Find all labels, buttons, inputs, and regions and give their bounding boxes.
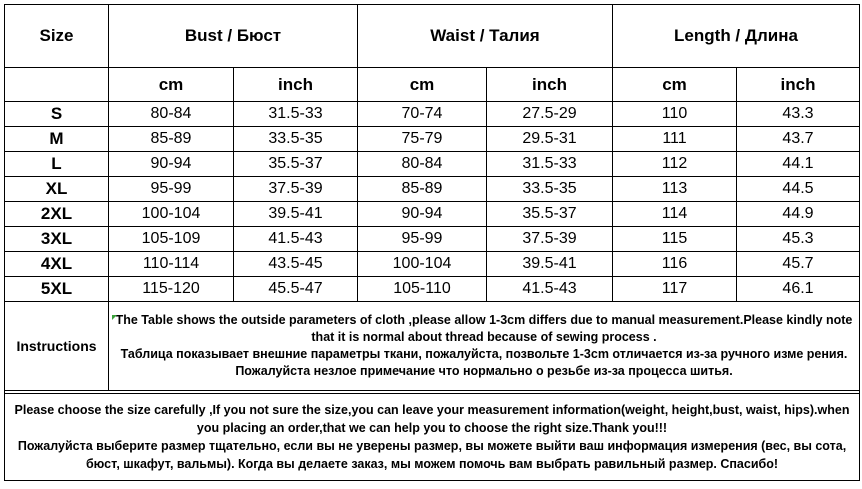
waist-inch-cell: 29.5-31 — [487, 127, 613, 152]
bust-cm-cell: 105-109 — [109, 227, 234, 252]
unit-label: cm — [109, 68, 234, 102]
size-cell: L — [5, 152, 109, 177]
waist-cm-cell: 95-99 — [358, 227, 487, 252]
bust-cm-cell: 100-104 — [109, 202, 234, 227]
bust-inch-cell: 41.5-43 — [234, 227, 358, 252]
length-inch-cell: 44.1 — [737, 152, 860, 177]
length-inch-cell: 44.9 — [737, 202, 860, 227]
size-table — [4, 4, 860, 481]
corner-mark-icon — [112, 315, 117, 320]
instructions-label: Instructions — [5, 302, 109, 391]
table-row — [5, 252, 860, 277]
waist-inch-cell: 39.5-41 — [487, 252, 613, 277]
waist-inch-cell: 41.5-43 — [487, 277, 613, 302]
notice-cell — [5, 394, 860, 481]
bust-cm-cell: 90-94 — [109, 152, 234, 177]
unit-label: inch — [487, 68, 613, 102]
unit-row — [5, 68, 860, 102]
size-cell: 2XL — [5, 202, 109, 227]
length-inch-cell: 44.5 — [737, 177, 860, 202]
length-header: Length / Длина — [613, 5, 860, 68]
table-row — [5, 277, 860, 302]
table-row — [5, 227, 860, 252]
size-cell: S — [5, 102, 109, 127]
size-cell: 4XL — [5, 252, 109, 277]
waist-cm-cell: 85-89 — [358, 177, 487, 202]
waist-inch-cell: 37.5-39 — [487, 227, 613, 252]
waist-inch-cell: 31.5-33 — [487, 152, 613, 177]
table-row — [5, 152, 860, 177]
waist-header: Waist / Талия — [358, 5, 613, 68]
table-row — [5, 177, 860, 202]
length-cm-cell: 110 — [613, 102, 737, 127]
instructions-row — [5, 302, 860, 391]
waist-cm-cell: 75-79 — [358, 127, 487, 152]
length-inch-cell: 43.3 — [737, 102, 860, 127]
bust-inch-cell: 33.5-35 — [234, 127, 358, 152]
unit-label: inch — [737, 68, 860, 102]
unit-label: cm — [358, 68, 487, 102]
unit-label: inch — [234, 68, 358, 102]
unit-label: cm — [613, 68, 737, 102]
bust-inch-cell: 43.5-45 — [234, 252, 358, 277]
size-cell: 3XL — [5, 227, 109, 252]
length-cm-cell: 112 — [613, 152, 737, 177]
length-inch-cell: 45.3 — [737, 227, 860, 252]
length-cm-cell: 113 — [613, 177, 737, 202]
waist-inch-cell: 35.5-37 — [487, 202, 613, 227]
bust-inch-cell: 35.5-37 — [234, 152, 358, 177]
instructions-text — [109, 302, 860, 391]
length-inch-cell: 46.1 — [737, 277, 860, 302]
bust-cm-cell: 85-89 — [109, 127, 234, 152]
bust-inch-cell: 31.5-33 — [234, 102, 358, 127]
bust-cm-cell: 80-84 — [109, 102, 234, 127]
bust-cm-cell: 110-114 — [109, 252, 234, 277]
length-cm-cell: 111 — [613, 127, 737, 152]
length-inch-cell: 45.7 — [737, 252, 860, 277]
table-row — [5, 127, 860, 152]
notice-row — [5, 394, 860, 481]
waist-cm-cell: 100-104 — [358, 252, 487, 277]
bust-header: Bust / Бюст — [109, 5, 358, 68]
length-cm-cell: 116 — [613, 252, 737, 277]
size-chart — [4, 4, 859, 487]
size-header: Size — [5, 5, 109, 68]
unit-spacer — [5, 68, 109, 102]
waist-cm-cell: 70-74 — [358, 102, 487, 127]
notice-russian: Пожалуйста выберите размер тщательно, если вы не уверены размер, вы можете выйти ваш информация измерения (вес, вы сота, бюст, шкафут, вальмы). Когда вы делаете заказ, мы можем помочь вам выбрать равильный размер. Спасибо! — [17, 439, 847, 471]
waist-cm-cell: 90-94 — [358, 202, 487, 227]
waist-inch-cell: 27.5-29 — [487, 102, 613, 127]
length-cm-cell: 114 — [613, 202, 737, 227]
bust-cm-cell: 95-99 — [109, 177, 234, 202]
size-cell: 5XL — [5, 277, 109, 302]
size-cell: M — [5, 127, 109, 152]
table-row — [5, 102, 860, 127]
length-cm-cell: 117 — [613, 277, 737, 302]
bust-inch-cell: 39.5-41 — [234, 202, 358, 227]
waist-cm-cell: 105-110 — [358, 277, 487, 302]
header-row — [5, 5, 860, 68]
instructions-russian: Таблица показывает внешние параметры ткани, пожалуйста, позвольте 1-3cm отличается из-за ручного изме рения. Пожалуйста незлое примечание что нормально о резьбе из-за процесса шитья. — [120, 347, 848, 378]
notice-english: Please choose the size carefully ,If you not sure the size,you can leave your measurement information(weight, height,bust, waist, hips).when you placing an order,that we can help you to choose the right size.Thank you!!! — [14, 403, 850, 435]
bust-inch-cell: 37.5-39 — [234, 177, 358, 202]
instructions-english: The Table shows the outside parameters of cloth ,please allow 1-3cm differs due to manual measurement.Please kindly note that it is normal about thread because of sewing process . — [115, 313, 853, 344]
waist-inch-cell: 33.5-35 — [487, 177, 613, 202]
bust-inch-cell: 45.5-47 — [234, 277, 358, 302]
waist-cm-cell: 80-84 — [358, 152, 487, 177]
length-inch-cell: 43.7 — [737, 127, 860, 152]
bust-cm-cell: 115-120 — [109, 277, 234, 302]
size-cell: XL — [5, 177, 109, 202]
table-row — [5, 202, 860, 227]
length-cm-cell: 115 — [613, 227, 737, 252]
